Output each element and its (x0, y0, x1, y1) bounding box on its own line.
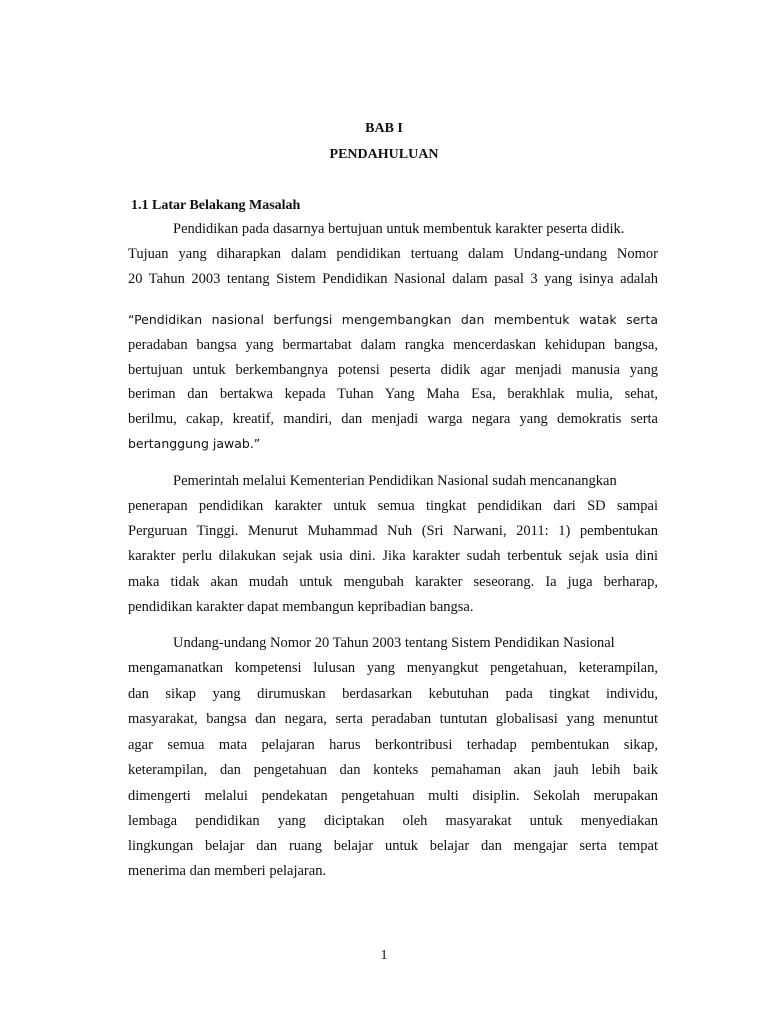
paragraph-3-line: masyarakat, bangsa dan negara, serta peradaban tuntutan globalisasi yang menuntut (128, 711, 658, 727)
chapter-label: BAB I (365, 121, 403, 136)
paragraph-1-line: Pendidikan pada dasarnya bertujuan untuk membentuk karakter peserta didik. (173, 221, 625, 237)
paragraph-3-line: dan sikap yang dirumuskan berdasarkan kebutuhan pada tingkat individu, (128, 686, 658, 702)
paragraph-2-line: pendidikan karakter dapat membangun kepribadian bangsa. (128, 599, 474, 615)
paragraph-3-line: mengamanatkan kompetensi lulusan yang menyangkut pengetahuan, keterampilan, (128, 660, 658, 676)
paragraph-3-line: dimengerti melalui pendekatan pengetahuan multi disiplin. Sekolah merupakan (128, 788, 658, 804)
paragraph-2-line: maka tidak akan mudah untuk mengubah karakter seseorang. Ia juga berharap, (128, 574, 658, 590)
paragraph-1-line: 20 Tahun 2003 tentang Sistem Pendidikan Nasional dalam pasal 3 yang isinya adalah (128, 271, 658, 287)
quote-line: beriman dan bertakwa kepada Tuhan Yang Maha Esa, berakhlak mulia, sehat, (128, 386, 658, 402)
quote-line: berilmu, cakap, kreatif, mandiri, dan menjadi warga negara yang demokratis serta (128, 411, 658, 427)
quote-line: bertanggung jawab.” (128, 436, 261, 451)
section-title: 1.1 Latar Belakang Masalah (131, 198, 301, 213)
paragraph-2-line: karakter perlu dilakukan sejak usia dini. Jika karakter sudah terbentuk sejak usia dini (128, 548, 658, 564)
quote-line: “Pendidikan nasional berfungsi mengembangkan dan membentuk watak serta (128, 312, 658, 327)
paragraph-3-line: lingkungan belajar dan ruang belajar untuk belajar dan mengajar serta tempat (128, 838, 658, 854)
paragraph-3-line: lembaga pendidikan yang diciptakan oleh masyarakat untuk menyediakan (128, 813, 658, 829)
quote-line: peradaban bangsa yang bermartabat dalam rangka mencerdaskan kehidupan bangsa, (128, 337, 658, 353)
paragraph-3-line: keterampilan, dan pengetahuan dan konteks pemahaman akan jauh lebih baik (128, 762, 658, 778)
paragraph-2-line: penerapan pendidikan karakter untuk semua tingkat pendidikan dari SD sampai (128, 498, 658, 514)
paragraph-2-line: Perguruan Tinggi. Menurut Muhammad Nuh (Sri Narwani, 2011: 1) pembentukan (128, 523, 658, 539)
paragraph-3-line: agar semua mata pelajaran harus berkontribusi terhadap pembentukan sikap, (128, 737, 658, 753)
chapter-title: PENDAHULUAN (329, 147, 439, 162)
page-number: 1 (380, 948, 388, 963)
paragraph-3-line: menerima dan memberi pelajaran. (128, 863, 327, 879)
quote-line: bertujuan untuk berkembangnya potensi peserta didik agar menjadi manusia yang (128, 362, 658, 378)
paragraph-1-line: Tujuan yang diharapkan dalam pendidikan tertuang dalam Undang-undang Nomor (128, 246, 658, 262)
paragraph-2-line: Pemerintah melalui Kementerian Pendidikan Nasional sudah mencanangkan (173, 473, 617, 489)
paragraph-3-line: Undang-undang Nomor 20 Tahun 2003 tentang Sistem Pendidikan Nasional (173, 635, 615, 651)
